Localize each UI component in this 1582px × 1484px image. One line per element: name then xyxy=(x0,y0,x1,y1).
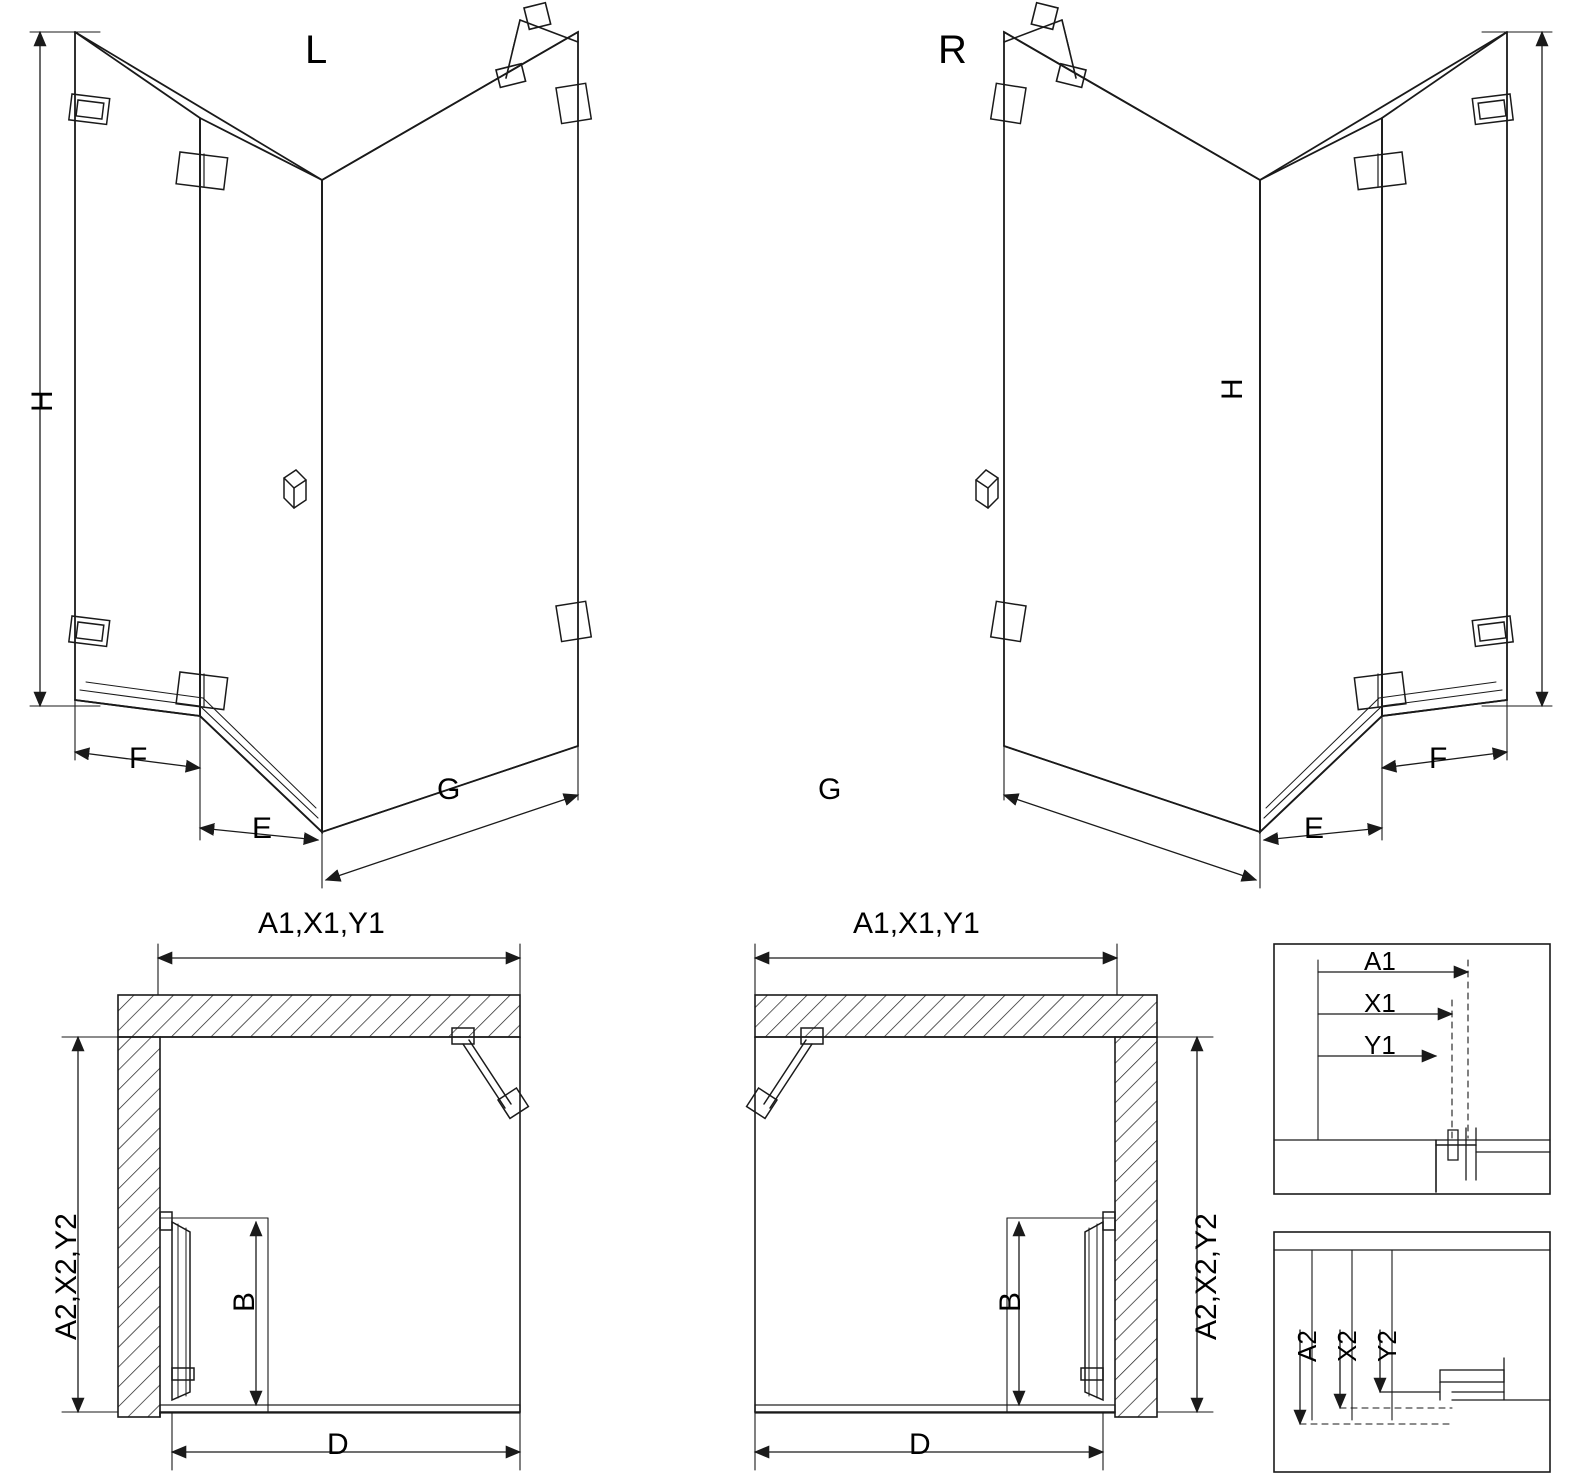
iso-right-dim-g: G xyxy=(818,773,842,806)
plan-right-view xyxy=(747,944,1213,1470)
detail-bottom-label-x2: X2 xyxy=(1332,1330,1362,1362)
plan-left-inner-dim: B xyxy=(228,1291,261,1312)
detail-bottom-label-y2: Y2 xyxy=(1372,1330,1402,1362)
detail-top-label-a1: A1 xyxy=(1364,946,1396,976)
plan-right-top-dim: A1,X1,Y1 xyxy=(853,907,980,940)
detail-bottom-label-a2: A2 xyxy=(1292,1330,1322,1362)
detail-top-label-y1: Y1 xyxy=(1364,1030,1396,1060)
plan-right-inner-dim: B xyxy=(994,1291,1027,1312)
plan-left-top-dim: A1,X1,Y1 xyxy=(258,907,385,940)
iso-right-view xyxy=(976,3,1552,888)
iso-left-dim-f: F xyxy=(129,742,148,775)
iso-right-variant-label: R xyxy=(938,28,967,72)
plan-right-bottom-dim: D xyxy=(909,1428,931,1461)
plan-left-bottom-dim: D xyxy=(327,1428,349,1461)
iso-left-view xyxy=(30,3,591,888)
iso-left-dim-g: G xyxy=(437,773,461,806)
detail-top-view xyxy=(1274,944,1550,1194)
iso-right-dim-e: E xyxy=(1304,812,1325,845)
plan-left-side-dim: A2,X2,Y2 xyxy=(50,1213,83,1340)
iso-left-dim-e: E xyxy=(252,812,273,845)
iso-right-height-label: H xyxy=(1216,378,1249,400)
plan-right-side-dim: A2,X2,Y2 xyxy=(1190,1213,1223,1340)
iso-left-variant-label: L xyxy=(305,28,328,72)
detail-top-label-x1: X1 xyxy=(1364,988,1396,1018)
iso-left-height-label: H xyxy=(26,390,59,412)
plan-left-view xyxy=(62,944,528,1470)
iso-right-dim-f: F xyxy=(1429,742,1448,775)
